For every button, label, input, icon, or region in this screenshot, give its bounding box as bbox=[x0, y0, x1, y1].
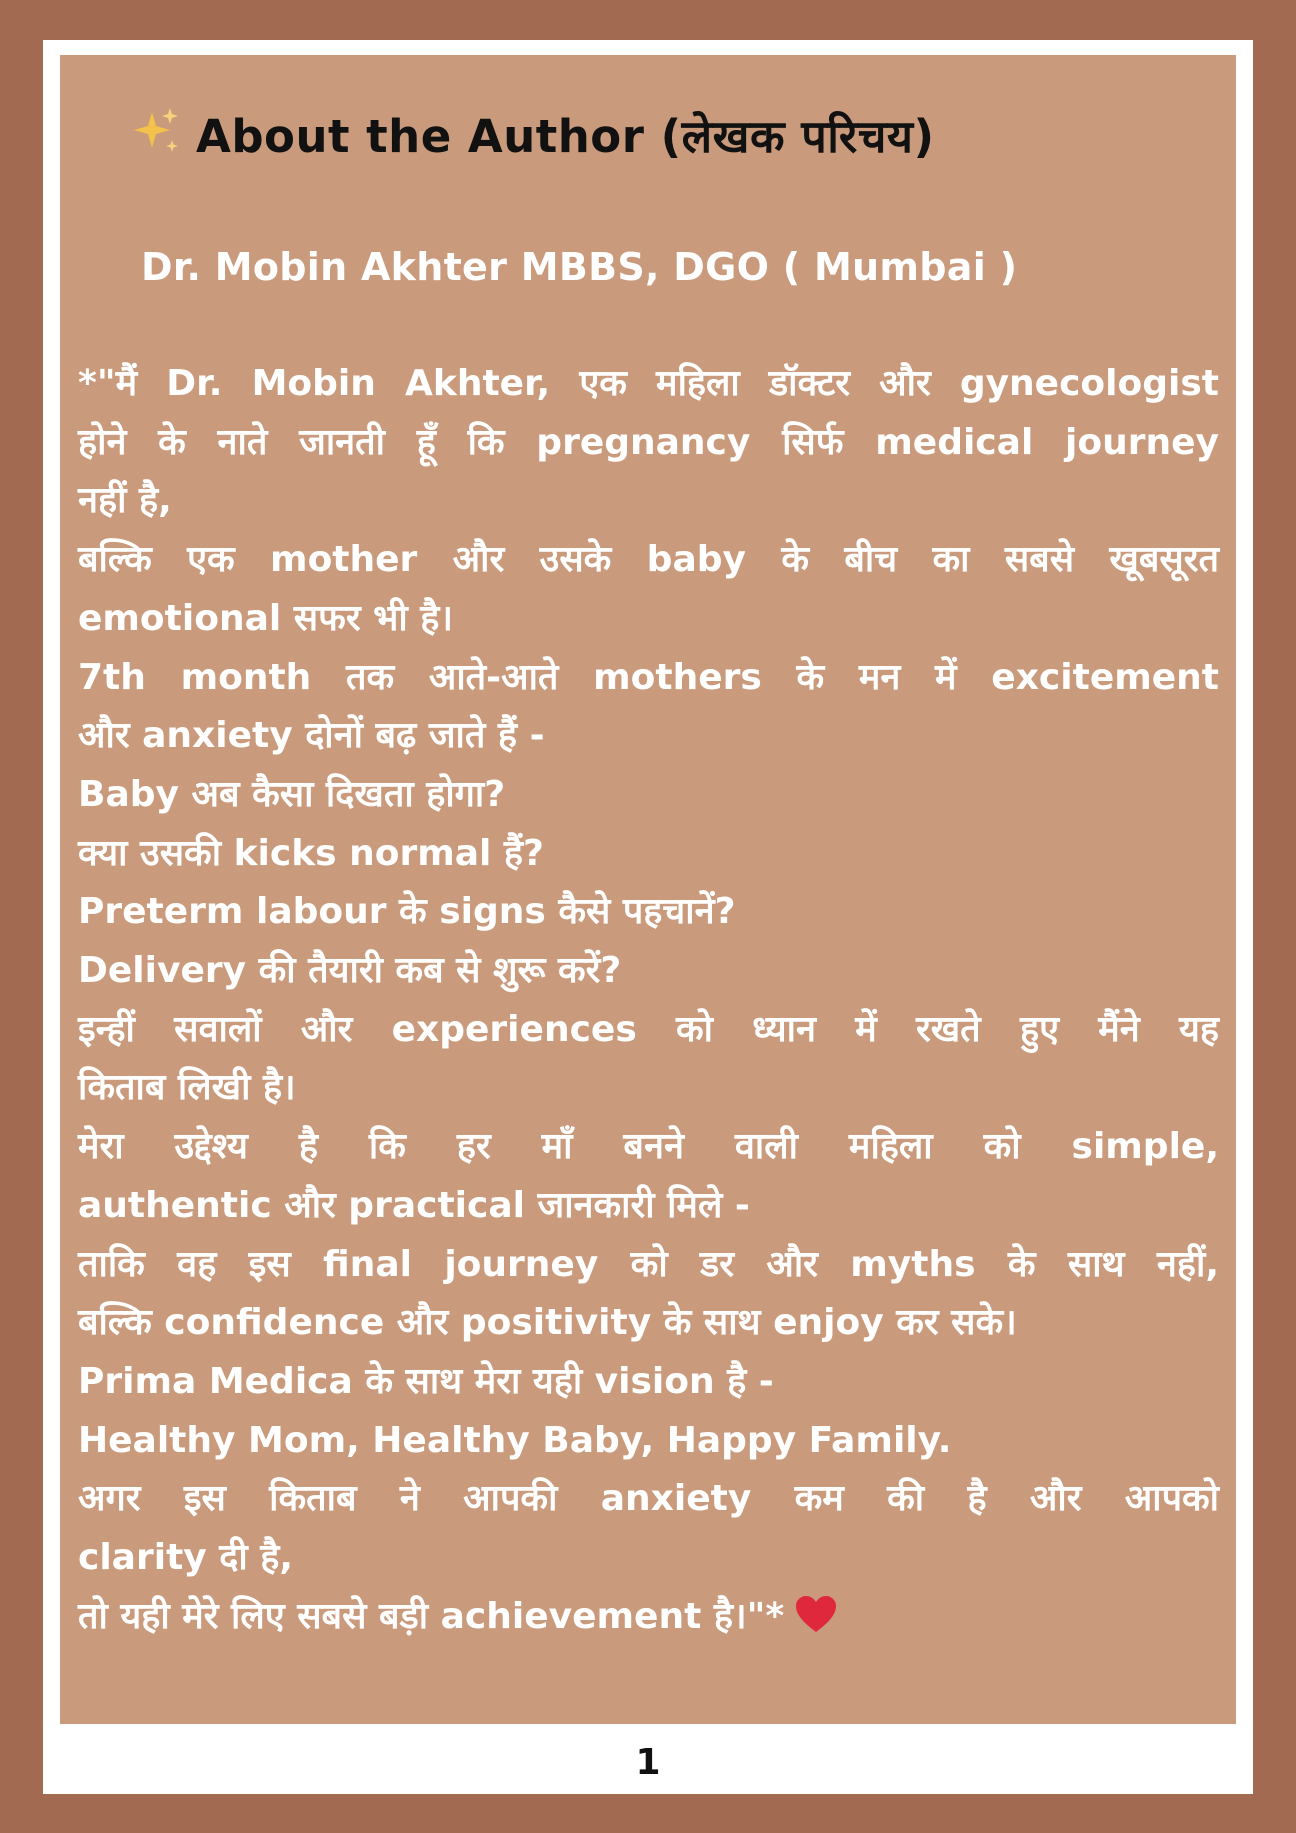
page-title bbox=[130, 105, 935, 166]
sparkles-icon bbox=[130, 106, 182, 158]
text-line: बल्कि एक mother और उसके baby के बीच का सबसे खूबसूरत bbox=[78, 539, 1219, 581]
text-line-last bbox=[78, 1588, 1219, 1647]
page-title-text: About the Author (लेखक परिचय) bbox=[196, 110, 935, 163]
author-message bbox=[78, 355, 1219, 1646]
heart-icon bbox=[794, 1594, 838, 1634]
text-line: नहीं है, bbox=[78, 480, 172, 522]
page bbox=[43, 40, 1253, 1794]
author-line: Dr. Mobin Akhter MBBS, DGO ( Mumbai ) bbox=[141, 245, 1018, 289]
text-line: इन्हीं सवालों और experiences को ध्यान में रखते हुए मैंने यह bbox=[78, 1008, 1219, 1050]
text-line: बल्कि confidence और positivity के साथ enjoy कर सके। bbox=[78, 1302, 1017, 1344]
text-line: और anxiety दोनों बढ़ जाते हैं - bbox=[78, 715, 545, 757]
text-line: Preterm labour के signs कैसे पहचानें? bbox=[78, 891, 736, 933]
text-line: अगर इस किताब ने आपकी anxiety कम की है और आपको bbox=[78, 1478, 1219, 1520]
text-line: Prima Medica के साथ मेरा यही vision है - bbox=[78, 1360, 774, 1402]
page-number: 1 bbox=[635, 1742, 661, 1783]
text-line: किताब लिखी है। bbox=[78, 1067, 296, 1109]
text-line: 7th month तक आते-आते mothers के मन में excitement bbox=[78, 656, 1219, 698]
text-line: Delivery की तैयारी कब से शुरू करें? bbox=[78, 950, 622, 992]
text-line: clarity दी है, bbox=[78, 1537, 294, 1579]
text-line: मेरा उद्देश्य है कि हर माँ बनने वाली महिला को simple, bbox=[78, 1126, 1219, 1168]
closing-text: तो यही मेरे लिए सबसे बड़ी achievement है।"* bbox=[78, 1595, 785, 1637]
text-line: होने के नाते जानती हूँ कि pregnancy सिर्फ medical journey bbox=[78, 421, 1219, 463]
text-line: ताकि वह इस final journey को डर और myths के साथ नहीं, bbox=[78, 1243, 1219, 1285]
text-line: authentic और practical जानकारी मिले - bbox=[78, 1184, 750, 1226]
text-line: Healthy Mom, Healthy Baby, Happy Family. bbox=[78, 1419, 952, 1461]
content-panel bbox=[60, 55, 1236, 1724]
text-line: Baby अब कैसा दिखता होगा? bbox=[78, 773, 506, 815]
text-line: emotional सफर भी है। bbox=[78, 597, 454, 639]
text-line: *"मैं Dr. Mobin Akhter, एक महिला डॉक्टर और gynecologist bbox=[78, 363, 1219, 404]
text-line: क्या उसकी kicks normal हैं? bbox=[78, 832, 544, 874]
